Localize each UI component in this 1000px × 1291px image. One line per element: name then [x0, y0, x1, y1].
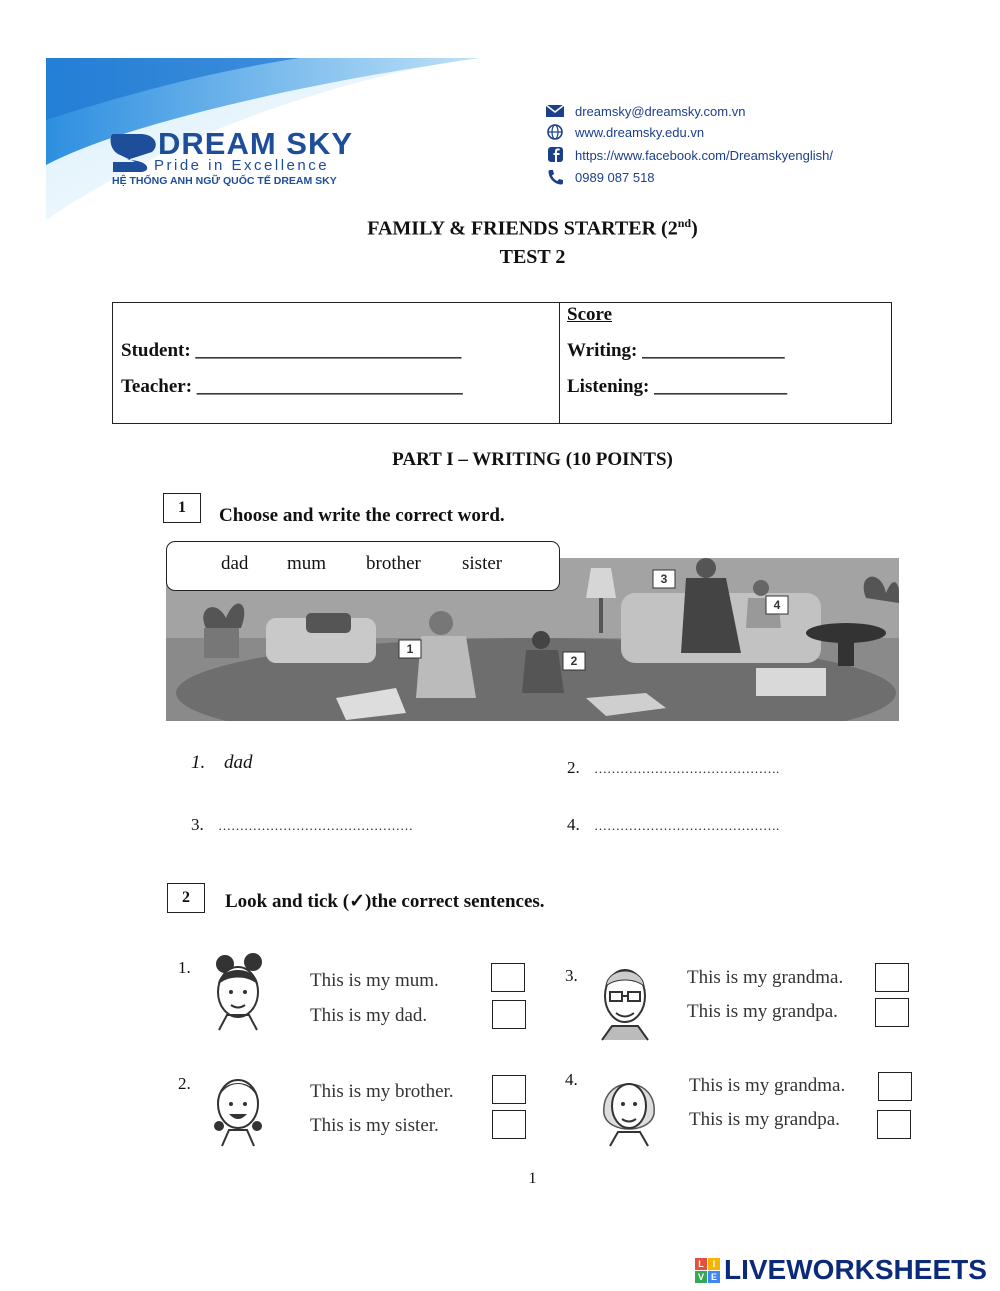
- contact-facebook-text: https://www.facebook.com/Dreamskyenglish/: [575, 147, 833, 163]
- item-3-number: 3.: [565, 966, 578, 985]
- title-end: ): [691, 217, 698, 240]
- girl-smiling-face-icon: [207, 1066, 269, 1150]
- tick-box-1a[interactable]: [491, 963, 525, 992]
- item-3-sentence-2: This is my grandpa.: [687, 1001, 838, 1022]
- title-superscript: nd: [677, 216, 692, 230]
- globe-icon: [545, 124, 565, 140]
- brand-name: DREAM SKY: [158, 126, 354, 161]
- answer-1-value[interactable]: dad: [224, 752, 253, 773]
- instruction-start: Look and tick (: [225, 891, 350, 912]
- score-heading: Score: [567, 304, 613, 325]
- picture-label-1: 1: [406, 642, 414, 656]
- answer-2-blank[interactable]: …………………………………….: [594, 761, 780, 776]
- badge-letter: E: [708, 1271, 720, 1283]
- word-bank-item: brother: [366, 553, 421, 574]
- badge-letter: I: [708, 1258, 720, 1270]
- contact-phone-text: 0989 087 518: [575, 169, 655, 185]
- tick-box-1b[interactable]: [492, 1000, 526, 1029]
- picture-label-3: 3: [660, 572, 668, 586]
- word-bank-item: mum: [287, 553, 327, 574]
- student-name-field[interactable]: Student: ____________________________: [121, 340, 462, 361]
- item-4-number: 4.: [565, 1070, 578, 1089]
- answer-3-blank[interactable]: ………………………………………: [218, 818, 413, 833]
- header-banner: [0, 0, 1000, 230]
- item-3-sentence-1: This is my grandma.: [687, 967, 844, 988]
- tick-box-3b[interactable]: [875, 998, 909, 1027]
- grandma-face-icon: [598, 1064, 660, 1148]
- exercise1-instruction: Choose and write the correct word.: [219, 505, 505, 526]
- word-bank: [166, 541, 560, 591]
- listening-score-field[interactable]: Listening: ______________: [567, 376, 788, 397]
- contact-website-text: www.dreamsky.edu.vn: [575, 124, 705, 140]
- item-1-number: 1.: [178, 958, 191, 977]
- brand-tagline: Pride in Excellence: [154, 157, 330, 174]
- answer-number: 3.: [191, 815, 204, 834]
- item-4-sentence-2: This is my grandpa.: [689, 1109, 840, 1130]
- page-number: 1: [528, 1170, 537, 1187]
- checkmark-icon: ✓: [349, 891, 365, 912]
- tick-box-2b[interactable]: [492, 1110, 526, 1139]
- contact-email-text: dreamsky@dreamsky.com.vn: [575, 103, 746, 119]
- word-bank-item: sister: [462, 553, 503, 574]
- item-4-sentence-1: This is my grandma.: [689, 1075, 846, 1096]
- grandpa-face-icon: [594, 958, 656, 1042]
- student-info-table: [112, 302, 892, 424]
- contact-phone[interactable]: [545, 169, 655, 185]
- answer-row-2: [567, 758, 779, 778]
- exercise2-instruction: [225, 890, 545, 913]
- contact-website[interactable]: [545, 124, 704, 140]
- brand-system-name: HỆ THỐNG ANH NGỮ QUỐC TẾ DREAM SKY: [112, 175, 337, 187]
- badge-letter: L: [695, 1258, 707, 1270]
- answer-4-blank[interactable]: …………………………………….: [594, 818, 780, 833]
- answer-row-4: [567, 815, 779, 835]
- answer-row-3: [191, 815, 413, 835]
- writing-score-field[interactable]: Writing: _______________: [567, 340, 785, 361]
- phone-icon: [545, 169, 565, 185]
- item-1-sentence-1: This is my mum.: [310, 970, 439, 991]
- item-2-sentence-2: This is my sister.: [310, 1115, 439, 1136]
- answer-row-1: [191, 752, 253, 774]
- liveworksheets-text: LIVEWORKSHEETS: [724, 1254, 987, 1285]
- instruction-end: )the correct sentences.: [364, 891, 545, 912]
- picture-label-4: 4: [773, 598, 781, 612]
- tick-box-3a[interactable]: [875, 963, 909, 992]
- item-2-sentence-1: This is my brother.: [310, 1081, 454, 1102]
- document-subtitle: TEST 2: [499, 246, 566, 268]
- picture-label-2: 2: [570, 654, 578, 668]
- exercise2-number: 2: [167, 883, 205, 913]
- table-divider: [559, 303, 560, 423]
- document-title: [0, 216, 1000, 241]
- tick-box-4a[interactable]: [878, 1072, 912, 1101]
- liveworksheets-badge-icon: [695, 1258, 720, 1283]
- item-1-sentence-2: This is my dad.: [310, 1005, 428, 1026]
- contact-email[interactable]: [545, 103, 745, 119]
- answer-number: 4.: [567, 815, 580, 834]
- contact-facebook[interactable]: [545, 147, 833, 163]
- tick-box-4b[interactable]: [877, 1110, 911, 1139]
- liveworksheets-logo[interactable]: [695, 1254, 987, 1286]
- part1-heading: PART I – WRITING (10 POINTS): [392, 449, 673, 470]
- badge-letter: V: [695, 1271, 707, 1283]
- title-main: FAMILY & FRIENDS STARTER (2: [367, 217, 678, 240]
- facebook-icon: [545, 147, 565, 163]
- mail-icon: [545, 103, 565, 119]
- tick-box-2a[interactable]: [492, 1075, 526, 1104]
- teacher-name-field[interactable]: Teacher: ____________________________: [121, 376, 463, 397]
- exercise1-number: 1: [163, 493, 201, 523]
- item-2-number: 2.: [178, 1074, 191, 1093]
- answer-number: 1.: [191, 752, 206, 773]
- word-bank-item: dad: [221, 553, 249, 574]
- answer-number: 2.: [567, 758, 580, 777]
- girl-face-icon: [207, 950, 269, 1034]
